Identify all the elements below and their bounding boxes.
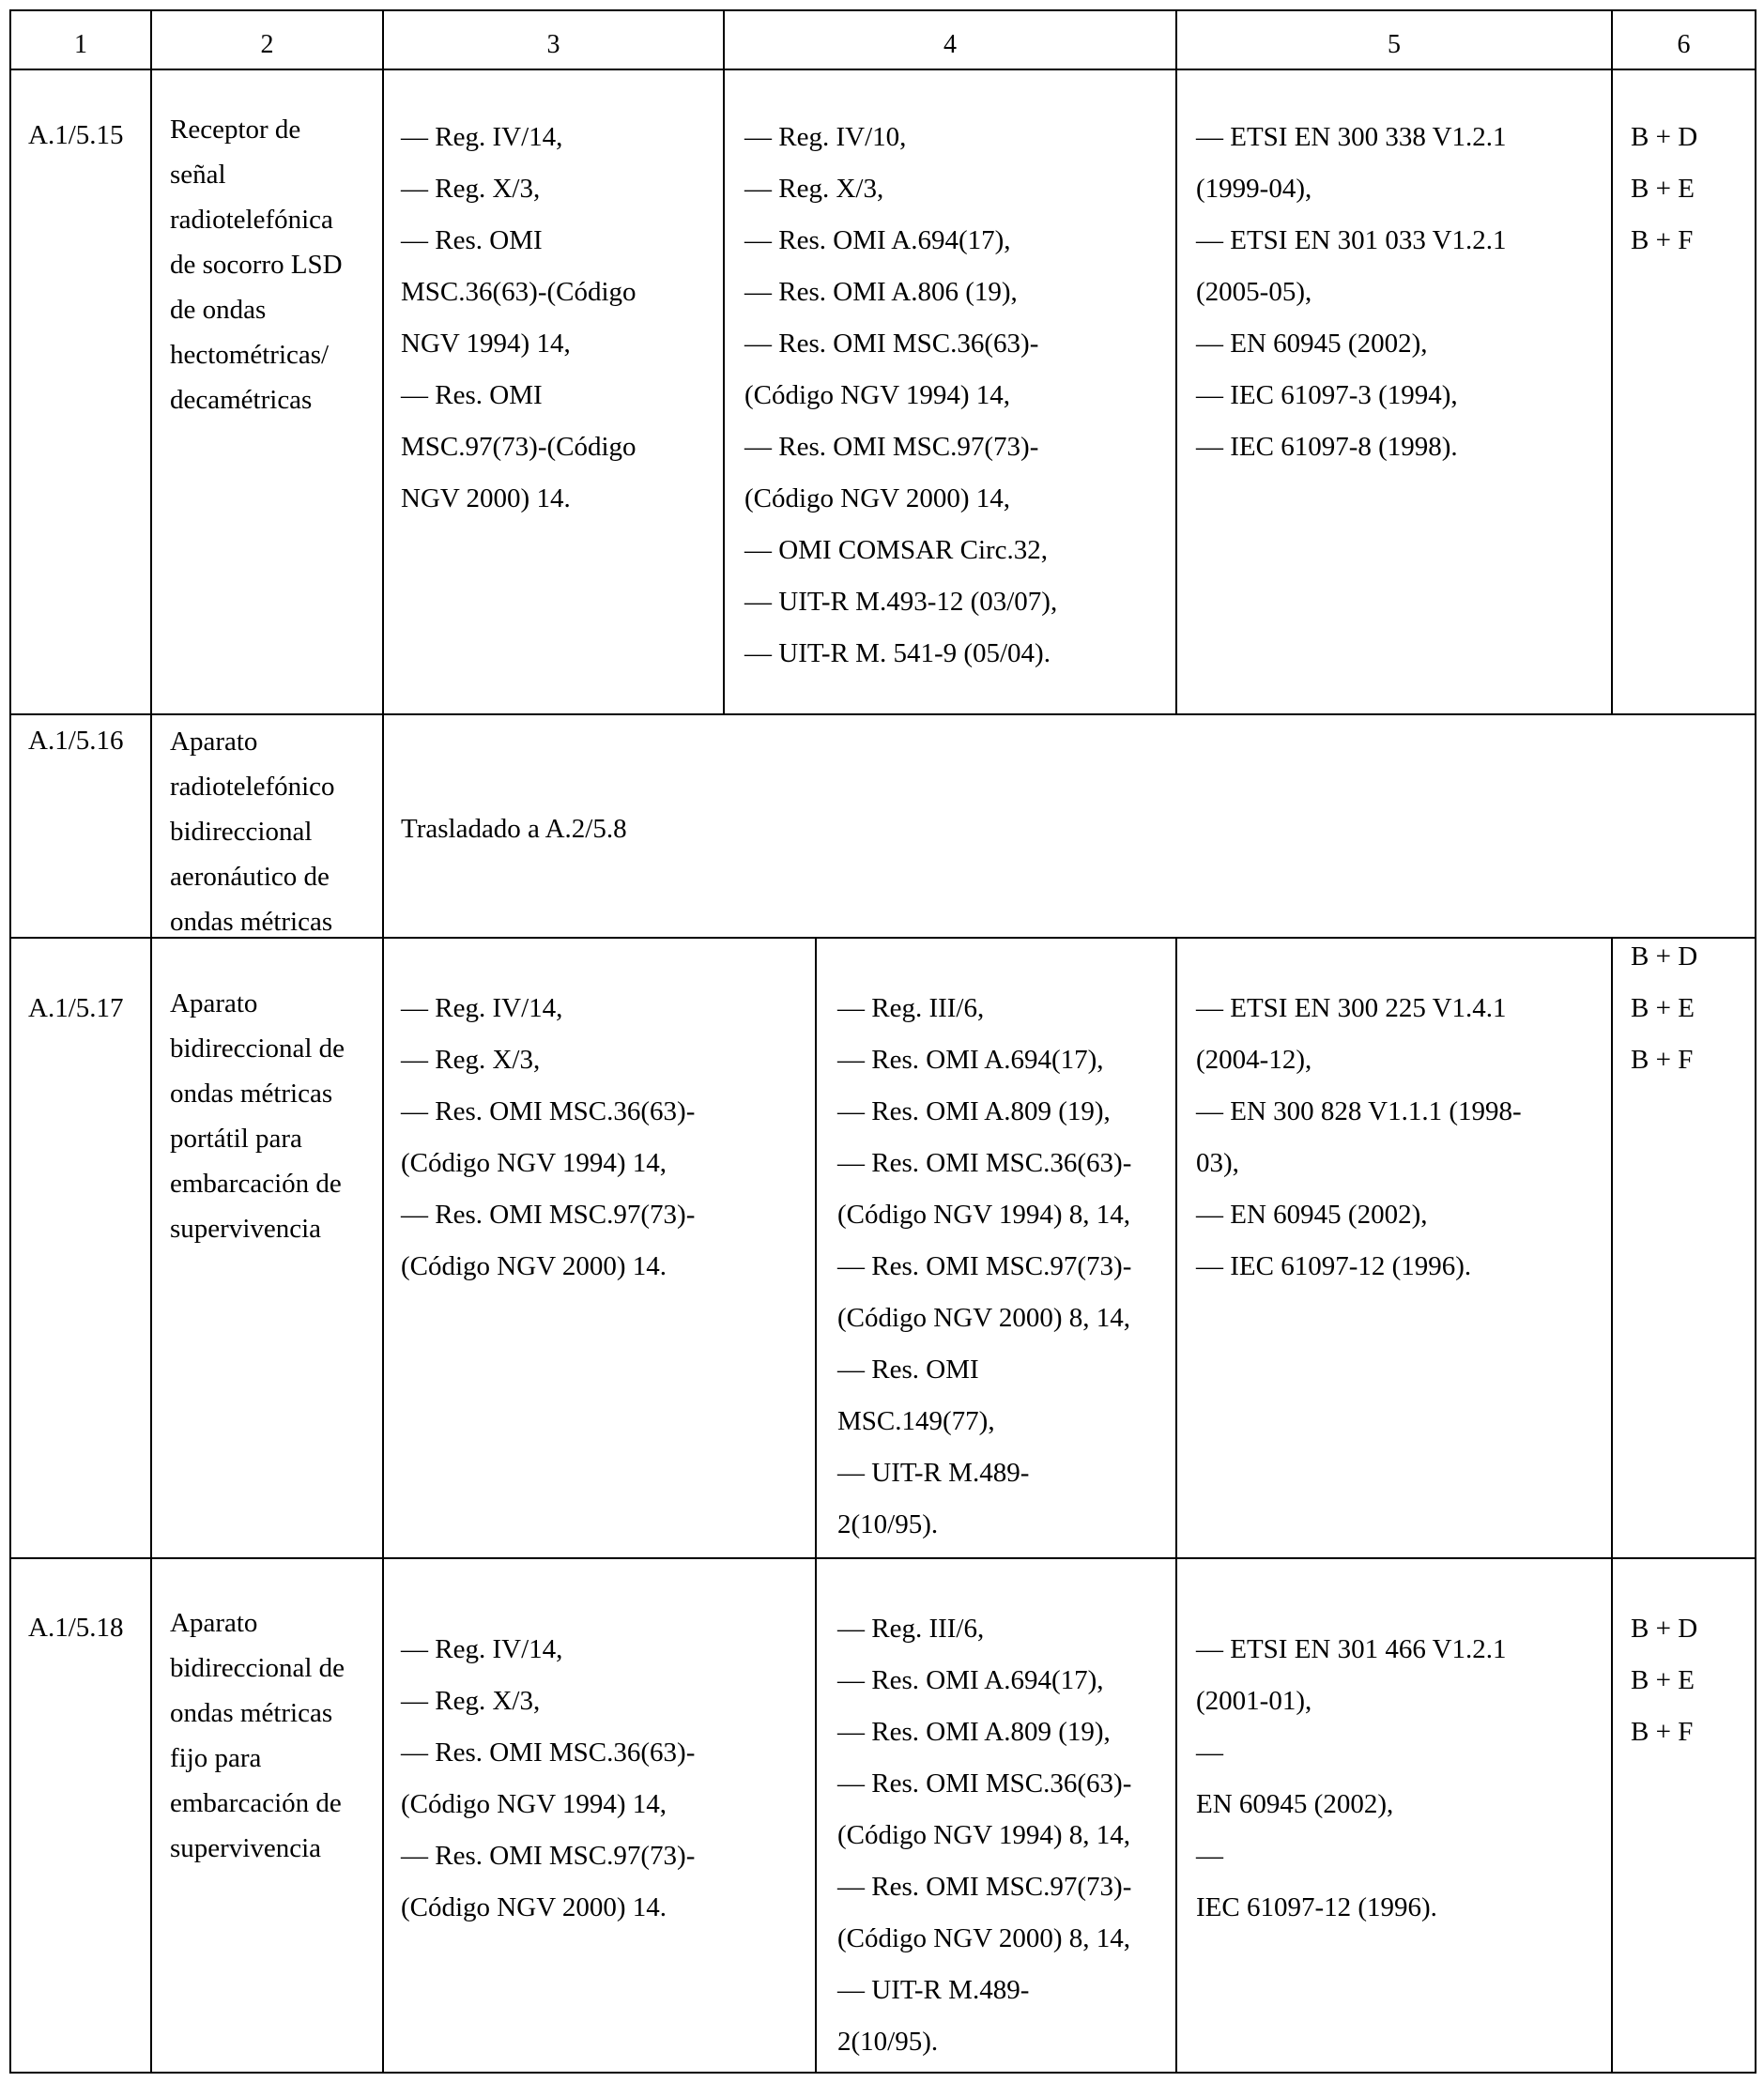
requirement-entry: — Res. OMI MSC.36(63)-: [837, 1148, 1132, 1178]
item-name-line: embarcación de: [170, 1169, 342, 1199]
standard-entry: (1999-04),: [1196, 174, 1312, 204]
column-divider: [1175, 9, 1177, 715]
header-cell: 4: [943, 30, 957, 59]
item-name-line: de ondas: [170, 295, 267, 325]
imo-requirements-list: [837, 1603, 1131, 2068]
requirement-entry: (Código NGV 2000) 14,: [744, 483, 1011, 513]
test-standards-list: [1196, 1624, 1507, 1934]
regulation-entry: MSC.97(73)-(Código: [401, 432, 637, 462]
equipment-table: [9, 9, 1756, 2074]
item-name-line: de socorro LSD: [170, 250, 343, 280]
regulation-entry: — Reg. X/3,: [401, 1045, 541, 1075]
requirement-entry: — UIT-R M. 541-9 (05/04).: [744, 638, 1051, 668]
item-name-line: fijo para: [170, 1743, 262, 1773]
requirement-entry: (Código NGV 1994) 14,: [744, 380, 1011, 410]
requirement-entry: — UIT-R M.489-: [837, 1975, 1030, 2005]
conformity-modules: [1631, 112, 1697, 267]
requirement-entry: (Código NGV 1994) 8, 14,: [837, 1200, 1131, 1230]
module-entry: B + E: [1631, 993, 1695, 1023]
regulation-entry: (Código NGV 2000) 14.: [401, 1251, 667, 1281]
imo-requirements-list: [837, 983, 1131, 1551]
requirement-entry: — Reg. IV/10,: [744, 122, 907, 152]
item-name-line: Aparato: [170, 1608, 258, 1638]
row-divider: [9, 1557, 1756, 1559]
row-id: A.1/5.18: [28, 1613, 124, 1643]
item-name: [170, 719, 335, 944]
requirement-entry: — Res. OMI A.694(17),: [837, 1045, 1104, 1075]
regulation-entry: NGV 1994) 14,: [401, 329, 571, 359]
item-name-line: aeronáutico de: [170, 862, 330, 892]
regulation-entry: (Código NGV 1994) 14,: [401, 1789, 667, 1819]
requirement-entry: — Res. OMI MSC.36(63)-: [744, 329, 1039, 359]
regulations-list: [401, 983, 695, 1293]
item-name-line: señal: [170, 160, 226, 190]
conformity-modules: [1631, 931, 1697, 1086]
table-border-bottom: [9, 2072, 1756, 2074]
requirement-entry: — UIT-R M.489-: [837, 1458, 1030, 1488]
item-name-line: ondas métricas: [170, 907, 333, 937]
requirement-entry: — Res. OMI A.809 (19),: [837, 1717, 1111, 1747]
requirement-entry: MSC.149(77),: [837, 1406, 995, 1436]
header-cell: 2: [260, 30, 274, 59]
table-border-right: [1755, 9, 1756, 2074]
requirement-entry: — UIT-R M.493-12 (03/07),: [744, 587, 1058, 617]
requirement-entry: — Res. OMI A.694(17),: [837, 1665, 1104, 1695]
regulation-entry: — Reg. IV/14,: [401, 122, 563, 152]
item-name-line: Aparato: [170, 727, 258, 757]
requirement-entry: (Código NGV 2000) 8, 14,: [837, 1923, 1131, 1953]
regulation-entry: — Res. OMI: [401, 225, 543, 255]
item-name-line: decamétricas: [170, 385, 313, 415]
regulations-list: [401, 112, 637, 525]
standard-entry: —: [1196, 1841, 1223, 1871]
row-divider: [9, 713, 1756, 715]
regulation-entry: MSC.36(63)-(Código: [401, 277, 637, 307]
column-divider: [815, 937, 817, 2074]
item-name-line: bidireccional de: [170, 1033, 345, 1064]
test-standards-list: [1196, 983, 1522, 1293]
regulation-entry: — Res. OMI MSC.97(73)-: [401, 1200, 696, 1230]
regulation-entry: — Reg. X/3,: [401, 1686, 541, 1716]
standard-entry: EN 60945 (2002),: [1196, 1789, 1394, 1819]
header-cell: 1: [74, 30, 87, 59]
test-standards-list: [1196, 112, 1507, 473]
row-id: A.1/5.17: [28, 993, 124, 1023]
standard-entry: — EN 300 828 V1.1.1 (1998-: [1196, 1096, 1522, 1126]
standard-entry: 03),: [1196, 1148, 1239, 1178]
regulation-entry: — Reg. IV/14,: [401, 1634, 563, 1664]
header-cell: 5: [1388, 30, 1401, 59]
regulation-entry: — Res. OMI: [401, 380, 543, 410]
item-name-line: Aparato: [170, 988, 258, 1018]
standard-entry: — IEC 61097-3 (1994),: [1196, 380, 1458, 410]
requirement-entry: (Código NGV 2000) 8, 14,: [837, 1303, 1131, 1333]
merged-note: Trasladado a A.2/5.8: [401, 814, 627, 844]
item-name-line: bidireccional de: [170, 1653, 345, 1683]
column-divider: [382, 9, 384, 2074]
requirement-entry: — Reg. X/3,: [744, 174, 884, 204]
requirement-entry: — Res. OMI MSC.97(73)-: [837, 1872, 1132, 1902]
standard-entry: IEC 61097-12 (1996).: [1196, 1892, 1437, 1922]
regulation-entry: — Res. OMI MSC.36(63)-: [401, 1096, 696, 1126]
item-name-line: embarcación de: [170, 1788, 342, 1818]
module-entry: B + F: [1631, 1045, 1694, 1075]
column-divider: [150, 9, 152, 2074]
standard-entry: — ETSI EN 301 033 V1.2.1: [1196, 225, 1507, 255]
module-entry: B + D: [1631, 941, 1698, 972]
module-entry: B + D: [1631, 122, 1698, 152]
header-cell: 3: [546, 30, 560, 59]
item-name: [170, 981, 345, 1251]
item-name: [170, 107, 343, 422]
regulation-entry: (Código NGV 1994) 14,: [401, 1148, 667, 1178]
module-entry: B + F: [1631, 1717, 1694, 1747]
header-divider: [9, 69, 1756, 70]
requirement-entry: (Código NGV 1994) 8, 14,: [837, 1820, 1131, 1850]
table-border-left: [9, 9, 11, 2074]
requirement-entry: — Res. OMI MSC.97(73)-: [744, 432, 1039, 462]
standard-entry: (2004-12),: [1196, 1045, 1312, 1075]
item-name-line: bidireccional: [170, 817, 313, 847]
requirement-entry: — Res. OMI A.694(17),: [744, 225, 1011, 255]
regulation-entry: — Res. OMI MSC.36(63)-: [401, 1738, 696, 1768]
requirement-entry: — Reg. III/6,: [837, 993, 985, 1023]
requirement-entry: — Reg. III/6,: [837, 1614, 985, 1644]
regulations-list: [401, 1624, 695, 1934]
standard-entry: (2001-01),: [1196, 1686, 1312, 1716]
standard-entry: — ETSI EN 301 466 V1.2.1: [1196, 1634, 1507, 1664]
standard-entry: — ETSI EN 300 225 V1.4.1: [1196, 993, 1507, 1023]
item-name-line: portátil para: [170, 1124, 302, 1154]
module-entry: B + E: [1631, 174, 1695, 204]
column-divider: [723, 9, 725, 715]
item-name-line: supervivencia: [170, 1214, 322, 1244]
requirement-entry: — OMI COMSAR Circ.32,: [744, 535, 1049, 565]
standard-entry: — IEC 61097-8 (1998).: [1196, 432, 1458, 462]
regulation-entry: — Res. OMI MSC.97(73)-: [401, 1841, 696, 1871]
row-id: A.1/5.15: [28, 120, 124, 150]
conformity-modules: [1631, 1603, 1697, 1758]
standard-entry: — ETSI EN 300 338 V1.2.1: [1196, 122, 1507, 152]
requirement-entry: — Res. OMI MSC.97(73)-: [837, 1251, 1132, 1281]
item-name-line: ondas métricas: [170, 1698, 333, 1728]
row-id: A.1/5.16: [28, 726, 124, 756]
column-divider: [1611, 937, 1613, 2074]
module-entry: B + D: [1631, 1614, 1698, 1644]
item-name-line: Receptor de: [170, 115, 301, 145]
standard-entry: — EN 60945 (2002),: [1196, 1200, 1428, 1230]
item-name-line: radiotelefónica: [170, 205, 333, 235]
table-border-top: [9, 9, 1756, 11]
item-name-line: ondas métricas: [170, 1079, 333, 1109]
standard-entry: — EN 60945 (2002),: [1196, 329, 1428, 359]
requirement-entry: — Res. OMI: [837, 1355, 979, 1385]
header-cell: 6: [1677, 30, 1691, 59]
module-entry: B + F: [1631, 225, 1694, 255]
regulation-entry: — Reg. IV/14,: [401, 993, 563, 1023]
item-name-line: hectométricas/: [170, 340, 330, 370]
regulation-entry: NGV 2000) 14.: [401, 483, 571, 513]
requirement-entry: 2(10/95).: [837, 2027, 939, 2057]
standard-entry: (2005-05),: [1196, 277, 1312, 307]
column-divider: [1611, 9, 1613, 715]
requirement-entry: 2(10/95).: [837, 1509, 939, 1539]
standard-entry: —: [1196, 1738, 1223, 1768]
regulation-entry: (Código NGV 2000) 14.: [401, 1892, 667, 1922]
item-name: [170, 1600, 345, 1871]
requirement-entry: — Res. OMI MSC.36(63)-: [837, 1768, 1132, 1799]
module-entry: B + E: [1631, 1665, 1695, 1695]
item-name-line: supervivencia: [170, 1833, 322, 1863]
imo-requirements-list: [744, 112, 1057, 680]
column-divider: [1175, 937, 1177, 2074]
regulation-entry: — Reg. X/3,: [401, 174, 541, 204]
requirement-entry: — Res. OMI A.809 (19),: [837, 1096, 1111, 1126]
item-name-line: radiotelefónico: [170, 772, 335, 802]
standard-entry: — IEC 61097-12 (1996).: [1196, 1251, 1472, 1281]
requirement-entry: — Res. OMI A.806 (19),: [744, 277, 1018, 307]
